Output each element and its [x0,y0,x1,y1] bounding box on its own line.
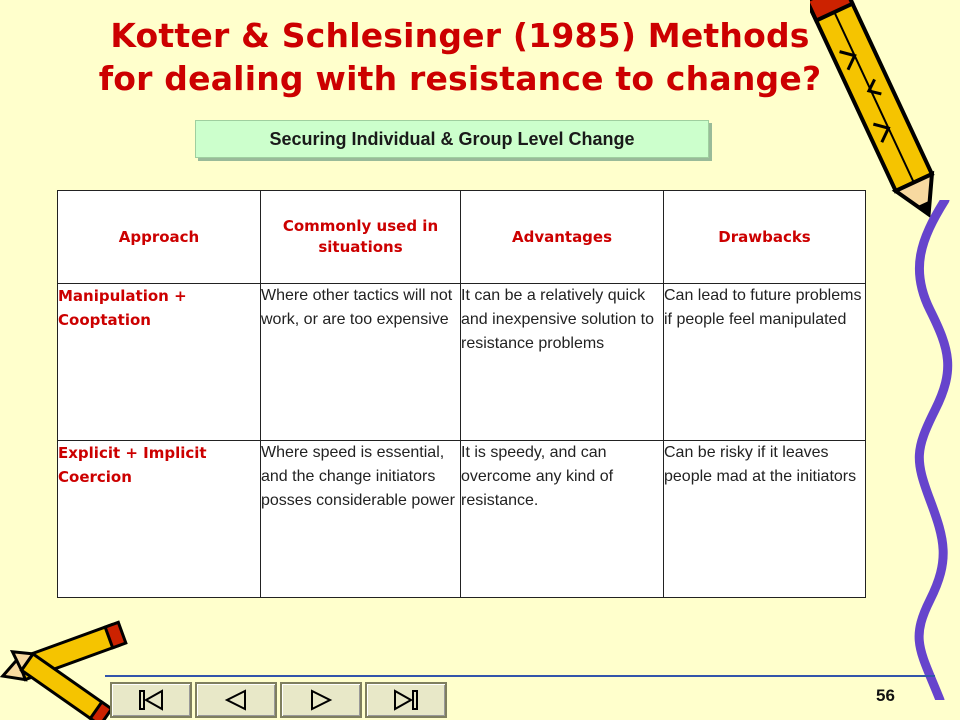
last-icon [391,689,421,711]
slide-subtitle: Securing Individual & Group Level Change [195,120,709,158]
situations-cell: Where speed is essential, and the change initiators posses considerable power [261,441,461,598]
header-approach: Approach [58,191,261,284]
table-row [58,284,866,441]
approach-cell: Manipulation + Cooptation [58,284,261,441]
situations-cell: Where other tactics will not work, or are too expensive [261,284,461,441]
approach-cell: Explicit + Implicit Coercion [58,441,261,598]
table-header-row [58,191,866,284]
footer-divider [105,675,935,677]
drawbacks-cell: Can be risky if it leaves people mad at the initiators [664,441,866,598]
next-icon [306,689,336,711]
slide-title [60,14,860,100]
header-advantages: Advantages [461,191,664,284]
next-slide-button[interactable] [280,682,362,718]
last-slide-button[interactable] [365,682,447,718]
header-drawbacks: Drawbacks [664,191,866,284]
previous-icon [221,689,251,711]
table-row [58,441,866,598]
drawbacks-cell: Can lead to future problems if people feel manipulated [664,284,866,441]
previous-slide-button[interactable] [195,682,277,718]
first-icon [136,689,166,711]
slide-title-line1: Kotter & Schlesinger (1985) Methods [110,16,810,55]
first-slide-button[interactable] [110,682,192,718]
advantages-cell: It is speedy, and can overcome any kind of resistance. [461,441,664,598]
squiggle-line-icon [900,200,960,700]
page-number: 56 [876,686,895,705]
methods-table [57,190,866,598]
slide-navigation [110,682,450,718]
advantages-cell: It can be a relatively quick and inexpensive solution to resistance problems [461,284,664,441]
slide-title-line2: for dealing with resistance to change? [98,59,822,98]
header-situations: Commonly used in situations [261,191,461,284]
